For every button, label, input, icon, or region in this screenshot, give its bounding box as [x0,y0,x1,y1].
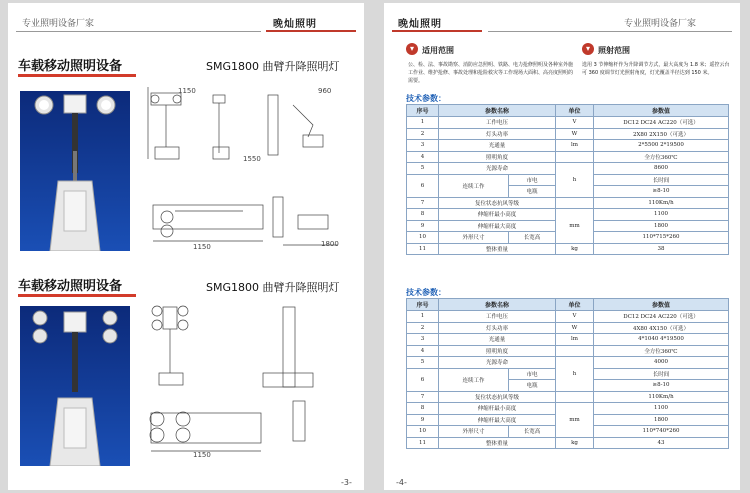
cell: 外形尺寸 [439,426,509,438]
left-page [8,3,364,490]
cell: 照明角度 [439,151,556,163]
cell: mm [556,209,594,244]
header-company: 专业照明设备厂家 [22,19,95,29]
cell: ≥8-10 [594,380,729,392]
cell: 电瓶 [509,186,556,198]
cell: 4X80 4X150（可选） [594,322,729,334]
header-company: 专业照明设备厂家 [624,19,697,29]
technical-drawing [143,301,343,461]
cell: 工作电压 [439,311,556,323]
table-row [407,437,729,449]
cell: 长宽高 [509,232,556,244]
section-underline [18,74,136,77]
cell [556,197,594,209]
drawing-svg [143,85,343,255]
col-header: 序号 [407,105,439,117]
table-row [407,117,729,129]
table-row [407,140,729,152]
table-header-row [407,105,729,117]
table-row [407,357,729,369]
cell: 长时间 [594,174,729,186]
technical-drawing [143,85,343,255]
spec-table [406,298,729,449]
cell: 110*740*260 [594,426,729,438]
cell: 4*1040 4*19500 [594,334,729,346]
header-brand: 晚灿照明 [398,19,442,30]
cell: 外形尺寸 [439,232,509,244]
dim-label: 1150 [178,87,196,95]
cell: 伸缩杆最大高度 [439,220,556,232]
table-row [407,209,729,221]
table-title: 技术参数： [406,94,446,103]
cell: kg [556,437,594,449]
cell [556,391,594,403]
cell: 复位状态抗风等级 [439,391,556,403]
cell: 5 [407,357,439,369]
cell: W [556,322,594,334]
cell: 9 [407,220,439,232]
cell: DC12 DC24 AC220（可选） [594,117,729,129]
table-row [407,151,729,163]
table-header-row [407,299,729,311]
cell: 1800 [594,220,729,232]
cell: 4000 [594,357,729,369]
cell: 整体重量 [439,243,556,255]
table-row [407,311,729,323]
cell: 市电 [509,368,556,380]
col-header: 参数值 [594,105,729,117]
cell: 复位状态抗风等级 [439,197,556,209]
cell: 3 [407,334,439,346]
cell: 2*5500 2*19500 [594,140,729,152]
product-photo [20,91,130,251]
chevron-down-icon: ▾ [582,43,594,55]
cell: kg [556,243,594,255]
cell: 38 [594,243,729,255]
cell: 6 [407,368,439,391]
dim-label: 1150 [193,451,211,459]
cell: lm [556,140,594,152]
chevron-down-icon: ▾ [406,43,418,55]
cell: 电瓶 [509,380,556,392]
table-row [407,391,729,403]
table-row [407,403,729,415]
section-title: 车载移动照明设备 [18,279,123,294]
cell: 2X80 2X150（可选） [594,128,729,140]
header-brand: 晚灿照明 [273,19,317,30]
dim-label: 960 [318,87,332,95]
light-tower-image [20,306,130,466]
cell: 灯头功率 [439,322,556,334]
cell: 11 [407,243,439,255]
range-heading: 照射范围 [598,46,630,55]
cell: 7 [407,391,439,403]
cell [556,345,594,357]
cell: mm [556,403,594,438]
cell: 全方位360℃ [594,151,729,163]
range-text: 选用 3 节伸缩杆作为升降调节方式，最大高度为 1.8 米；遥控云台可 360 度调节灯光照射角度，灯光覆盖半径达到 150 米。 [582,62,730,76]
scope-heading: 适用范围 [422,46,454,55]
spec-table [406,104,729,255]
table-row [407,345,729,357]
cell: ≥8-10 [594,186,729,198]
cell: 伸缩杆最小高度 [439,403,556,415]
cell [556,151,594,163]
table-row [407,128,729,140]
cell: 110*715*260 [594,232,729,244]
section-title: 车载移动照明设备 [18,59,123,74]
cell: 9 [407,414,439,426]
cell: 工作电压 [439,117,556,129]
cell: 8 [407,209,439,221]
dim-label: 1550 [243,155,261,163]
cell: 4 [407,151,439,163]
col-header: 单位 [556,105,594,117]
right-page [384,3,740,490]
cell: 连续工作 [439,174,509,197]
cell: 3 [407,140,439,152]
dim-label: 1150 [193,243,211,251]
cell: 长时间 [594,368,729,380]
product-photo [20,306,130,466]
cell: 光源寿命 [439,163,556,175]
cell: 11 [407,437,439,449]
table-row [407,322,729,334]
cell: 光通量 [439,334,556,346]
cell: 7 [407,197,439,209]
cell: 110Km/h [594,197,729,209]
col-header: 参数名称 [439,299,556,311]
cell: 市电 [509,174,556,186]
header-rule [16,31,261,32]
section-underline [18,294,136,297]
cell: V [556,117,594,129]
cell: 照明角度 [439,345,556,357]
cell: 4 [407,345,439,357]
header-rule-accent [266,30,356,32]
cell: 8600 [594,163,729,175]
page-number: -3- [341,478,352,487]
table-row [407,334,729,346]
cell: V [556,311,594,323]
cell: 5 [407,163,439,175]
col-header: 单位 [556,299,594,311]
cell: 2 [407,128,439,140]
scope-text: 公、检、法、事故勘察、消防应急照明、铁路、电力抢修照明及各种室外施工作业、维护抢修、事故处理和抢险救灾等工作现场大面积、高亮度照明的需要。 [408,62,574,84]
cell: h [556,163,594,198]
col-header: 参数名称 [439,105,556,117]
cell: 伸缩杆最大高度 [439,414,556,426]
page-number: -4- [396,478,407,487]
cell: 连续工作 [439,368,509,391]
cell: 1100 [594,403,729,415]
model-name: SMG1800 曲臂升降照明灯 [206,281,340,294]
table-row [407,163,729,175]
drawing-svg [143,301,343,461]
cell: 43 [594,437,729,449]
cell: 灯头功率 [439,128,556,140]
model-name: SMG1800 曲臂升降照明灯 [206,60,340,73]
cell: 1 [407,117,439,129]
cell: 全方位360℃ [594,345,729,357]
cell: DC12 DC24 AC220（可选） [594,311,729,323]
cell: W [556,128,594,140]
cell: 8 [407,403,439,415]
table-row [407,197,729,209]
cell: 110Km/h [594,391,729,403]
cell: 10 [407,426,439,438]
cell: 1100 [594,209,729,221]
table-row [407,243,729,255]
cell: 1800 [594,414,729,426]
col-header: 序号 [407,299,439,311]
cell: 10 [407,232,439,244]
cell: 长宽高 [509,426,556,438]
dim-label: 1800 [321,240,339,248]
cell: 整体重量 [439,437,556,449]
cell: 光通量 [439,140,556,152]
col-header: 参数值 [594,299,729,311]
cell: 光源寿命 [439,357,556,369]
table-title: 技术参数： [406,288,446,297]
cell: 2 [407,322,439,334]
header-rule [488,31,732,32]
header-rule-accent [392,30,482,32]
cell: lm [556,334,594,346]
cell: 伸缩杆最小高度 [439,209,556,221]
cell: h [556,357,594,392]
cell: 6 [407,174,439,197]
light-tower-image [20,91,130,251]
cell: 1 [407,311,439,323]
